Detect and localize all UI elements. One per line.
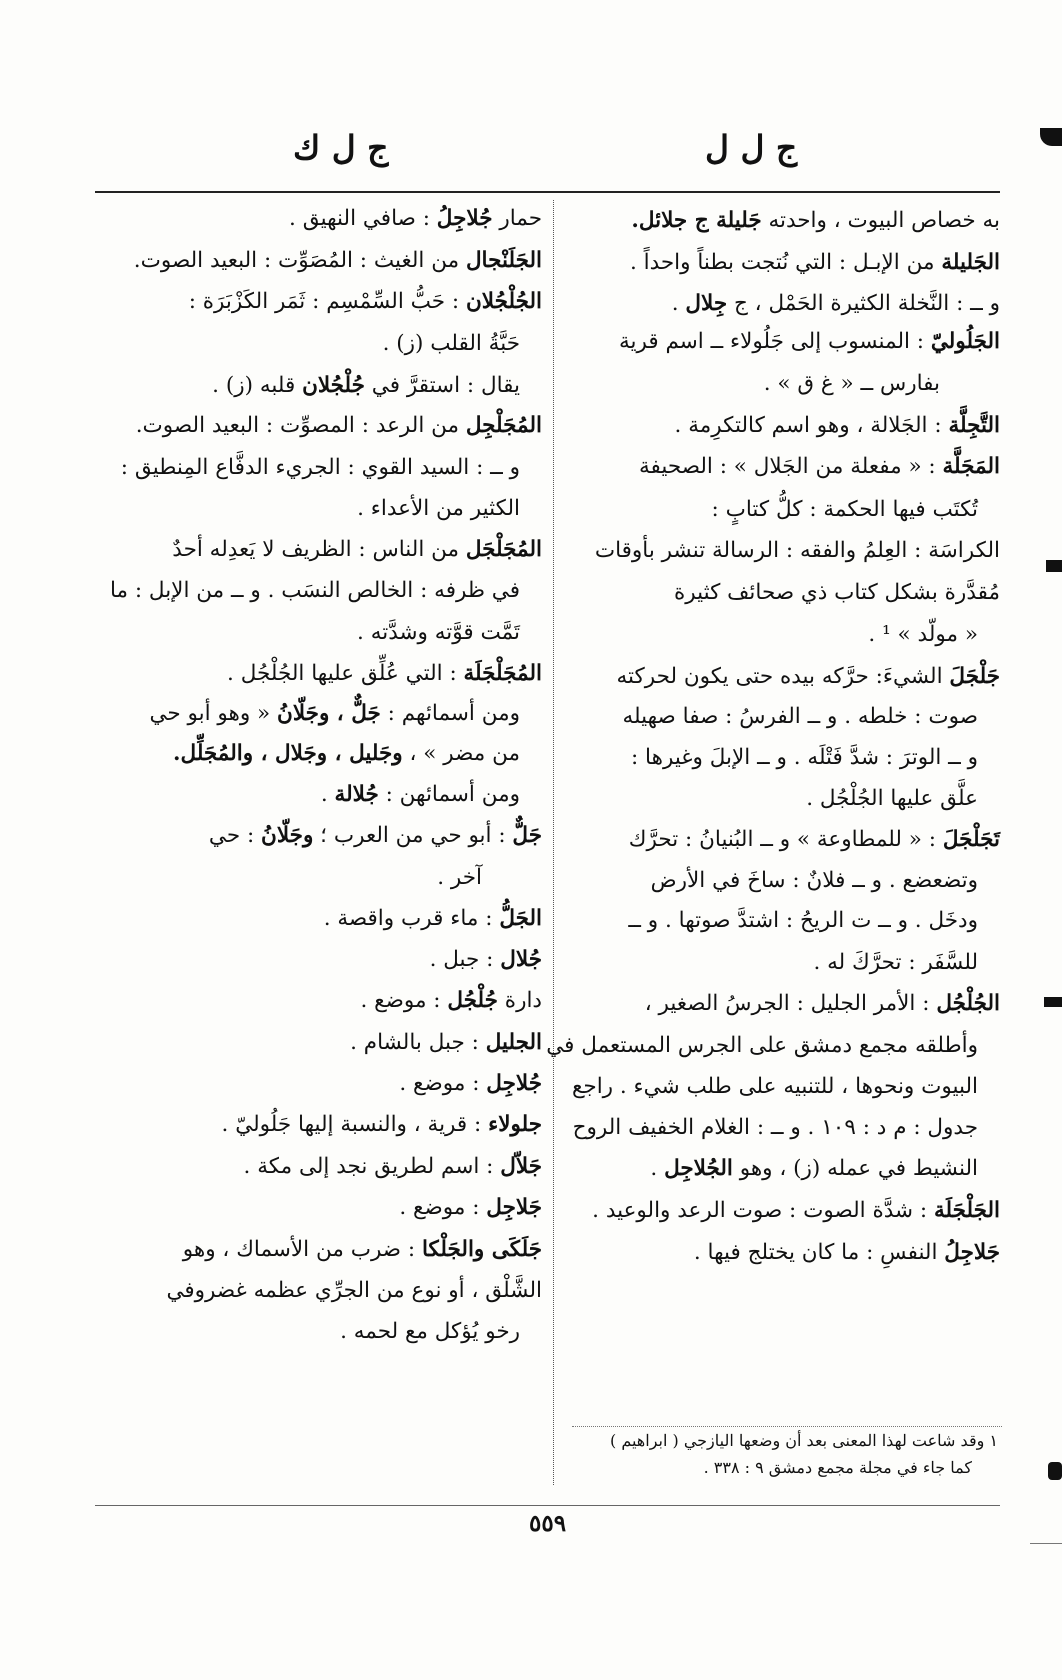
entry-line [617,657,1001,697]
entry-text: بفارس ــ « غ ق » . [763,371,940,396]
entry-line [350,1023,542,1063]
entry-text: : « مفعلة من الجَلال » : الصحيفة [638,454,943,479]
entry-text: ودخَل . و ــ ت الريحُ : اشتدَّ صوتها . و ــ [628,908,978,933]
entry-text: علَّق عليها الجُلْجُل . [806,786,978,811]
entry-line [289,199,542,239]
entry-line [806,779,978,819]
entry-text: : شدَّة الصوت : صوت الرعد والوعيد . [592,1198,934,1223]
entry-text: ومن أسمائهم : [380,701,520,726]
entry-line [340,1312,520,1352]
entry-text: وأطلقه مجمع دمشق على الجرس المستعمل في [546,1033,978,1058]
footnote-line-1: ١ وقد شاعت لهذا المعنى بعد أن وضعها اليازجي ( ابراهيم ) [610,1431,998,1450]
headword: جُلْجُلان [302,373,365,398]
entry-line [173,734,520,774]
headword: المُجَلْجِل [465,413,542,438]
entry-line [623,697,978,737]
entry-text: : موضع . [399,1195,487,1220]
entry-text: حمار [492,206,542,231]
entry-text: . [320,782,335,807]
entry-text: الكثير من الأعداء . [357,496,520,521]
entry-text: : التي عُلِّق عليها الجُلْجُل . [227,661,464,686]
entry-text: : صافي النهيق . [289,206,437,231]
headword: الجَلَنْجال [465,248,542,273]
entry-text: دارة [497,988,542,1013]
headword: جُلاجِل [486,1071,542,1096]
scan-mark [1044,997,1062,1007]
entry-text: : قرية ، والنسبة إليها جَلُوليّ . [221,1112,489,1137]
entry-line [166,1271,542,1311]
entry-line [868,615,978,655]
entry-line [813,943,978,983]
entry-line [121,448,520,488]
headword: وجَلّانُ [261,823,314,848]
bottom-rule [95,1505,1000,1506]
entry-text: . [650,1156,665,1181]
entry-line [430,940,542,980]
entry-line [222,1105,542,1145]
headword: جَلٌّ [512,823,542,848]
footnote-line-2: كما جاء في مجلة مجمع دمشق ٩ : ٣٣٨ . [703,1458,972,1477]
entry-text: الشيءَ: حرَّكه بيده حتى يكون لحركته [616,664,950,689]
entry-line [631,201,1000,241]
headword: الجُلاجِل [664,1156,733,1181]
entry-text: : ضرب من الأسماك ، وهو [182,1237,422,1262]
headword: الجليل [485,1030,542,1055]
header-root-left: ج ل ك [293,128,389,167]
entry-text: في ظرفه : الخالص النسَب . و ــ من الإبل : ما [109,578,520,603]
headword: الجُلْجُلان [465,289,542,314]
entry-line [183,1230,542,1270]
entry-line [437,858,482,898]
entry-text: : « للمطاوعة » و ــ البُنيانُ : تحرَّك [628,827,943,852]
entry-line [630,243,1000,283]
entry-text: : الجَلالة ، وهو اسم كالتكرِمة . [674,413,949,438]
entry-line [399,1188,542,1228]
entry-line [189,282,542,322]
headword: جُلالة [334,782,379,807]
entry-text: يقال : استقرَّ في [364,373,520,398]
headword: جَلْجَلَ [949,664,1000,689]
entry-text: البيوت ونحوها ، للتنبيه على طلب شيء . راجع [571,1074,978,1099]
entry-text: من الرعد : المصوِّت : البعيد الصوت. [135,413,466,438]
entry-line [645,984,1000,1024]
headword: المُجَلْجَل [465,537,542,562]
headword: المُجَلْجَلَة [463,661,542,686]
entry-line [357,489,520,529]
entry-text: به خصاص البيوت ، واحدته [761,208,1000,233]
entry-text: : المنسوب إلى جَلُولاء ــ اسم قرية [618,329,931,354]
entry-line [149,694,520,734]
entry-line [357,613,520,653]
entry-text: : اسم لطريق نجد إلى مكة . [243,1154,501,1179]
scan-mark [1030,1543,1062,1544]
entry-text: : ماء قرب واقصة . [323,906,500,931]
top-rule [95,191,1000,193]
entry-text: « مولّد » ¹ . [868,622,978,647]
entry-text: و ــ الوترَ : شدَّ فَتْلَه . و ــ الإبلَ وغيرها : [630,745,978,770]
headword: جَلاّل [500,1154,542,1179]
entry-text: رخو يُؤكل مع لحمه . [340,1319,520,1344]
column-divider [553,200,554,1485]
headword: الجَليلة [941,250,1000,275]
entry-text: من مضر » ، [402,741,520,766]
entry-text: : موضع . [399,1071,487,1096]
entry-line [546,1026,978,1066]
headword: تَجَلْجَلَ [942,827,1000,852]
entry-line [227,654,542,694]
entry-line [712,490,978,530]
entry-line [674,573,1000,613]
entry-line [572,1067,978,1107]
page-number: ٥٥٩ [529,1510,567,1537]
entry-text: جدول : م د : ١٠٩ . و ــ : الغلام الخفيف الروح [572,1115,978,1140]
headword: جِلال [685,291,728,316]
entry-line [639,447,1000,487]
headword: جَلاجِل [486,1195,542,1220]
footnote-divider [572,1426,1002,1427]
entry-text: النشيط في عمله (ز) ، وهو [732,1156,978,1181]
entry-line [244,1147,542,1187]
entry-text: من الإبـل : التي نُتجت بطناً واحداً . [629,250,942,275]
entry-text: : حي [208,823,262,848]
entry-line [136,406,542,446]
headword: الجَلُّ [499,906,542,931]
header-root-right: ج ل ل [705,128,798,167]
entry-text: : أبو حي من العرب ؛ [313,823,513,848]
scan-mark [1040,128,1062,146]
entry-line [324,899,542,939]
entry-line [628,901,978,941]
headword: جُلال [500,947,542,972]
headword: المَجَلَّة [942,454,1000,479]
entry-text: و ــ : السيد القوي : الجريء الدفَّاع المِنطيق : [120,455,520,480]
headword: التَّجِلَّة [948,413,1000,438]
entry-text: تُكتَب فيها الحكمة : كلُّ كتابٍ : [711,497,978,522]
entry-line [595,531,1000,571]
headword: الجَلُوليّ [930,329,1000,354]
entry-text: و ــ : النَّخلة الكثيرة الحَمْل ، ج [727,291,1000,316]
entry-text: من الناس : الظريف لا يَعدِله أحدٌ [172,537,466,562]
entry-text: مُقدَّرة بشكل كتاب ذي صحائف كثيرة [674,580,1000,605]
entry-line [383,324,520,364]
entry-text: آخر . [437,865,482,890]
entry-text: الكراسَة : العِلمُ والفقه : الرسالة تنشر بأوقات [594,538,1000,563]
entry-text: صوت : خلطه . و ــ الفرسُ : صفا صهيله [622,704,978,729]
entry-line [399,1064,542,1104]
entry-line [321,775,520,815]
headword: جُلاجِلُ [436,206,493,231]
entry-line [134,241,542,281]
headword: جَلَكَى والجَلْكا [421,1237,542,1262]
headword: جلولاء [488,1112,542,1137]
entry-text: : موضع . [360,988,448,1013]
entry-text: من الغيث : المُصَوِّت : البعيد الصوت. [133,248,466,273]
entry-text: ومن أسمائهن : [378,782,520,807]
entry-line [629,820,1000,860]
entry-line [675,406,1000,446]
entry-line [764,364,940,404]
entry-text: حَبَّةُ القلب (ز) . [382,331,520,356]
entry-line [209,816,542,856]
entry-text: وتضعضع . و ــ فلانٌ : ساخَ في الأرض [650,868,978,893]
entry-line [172,530,542,570]
entry-line [592,1191,1000,1231]
entry-line [360,981,542,1021]
headword: جَليلة ج جلائل. [631,208,762,233]
headword: وجَليل ، وجَلال ، والمُجَلِّل. [173,741,403,766]
scan-mark [1046,560,1062,572]
entry-text: الشَّلْق ، أو نوع من الجرِّي عظمه غضروفي [166,1278,542,1303]
entry-line [619,322,1000,362]
entry-line [694,1233,1000,1273]
entry-text: تَمَّت قوَّته وشدَّته . [357,620,520,645]
entry-text: للسَّفَر : تحرَّكَ له . [813,950,978,975]
entry-text: قلبه (ز) . [212,373,303,398]
entry-text: النفسِ : ما كان يختلج فيها . [693,1240,945,1265]
entry-text: : جبل بالشام . [350,1030,486,1055]
entry-line [573,1108,978,1148]
entry-text: « وهو أبو حي [149,701,278,726]
entry-line [650,1149,978,1189]
entry-line [212,366,520,406]
headword: جَلاجِلُ [944,1240,1000,1265]
entry-text: : حَبُّ السِّمْسِم : ثَمَر الكَزْبَرَة : [188,289,466,314]
entry-line [651,861,978,901]
entry-line [672,284,1000,324]
headword: الجُلْجُل [936,991,1000,1016]
entry-text: . [671,291,686,316]
entry-line [110,571,520,611]
entry-text: : جبل . [429,947,501,972]
headword: الجَلْجَلَة [933,1198,1000,1223]
headword: جَلٌّ ، وجَلّانُ [277,701,381,726]
entry-line [631,738,978,778]
scan-mark [1048,1462,1062,1480]
headword: جُلْجُل [447,988,498,1013]
entry-text: : الأمر الجليل : الجرسُ الصغير ، [644,991,937,1016]
